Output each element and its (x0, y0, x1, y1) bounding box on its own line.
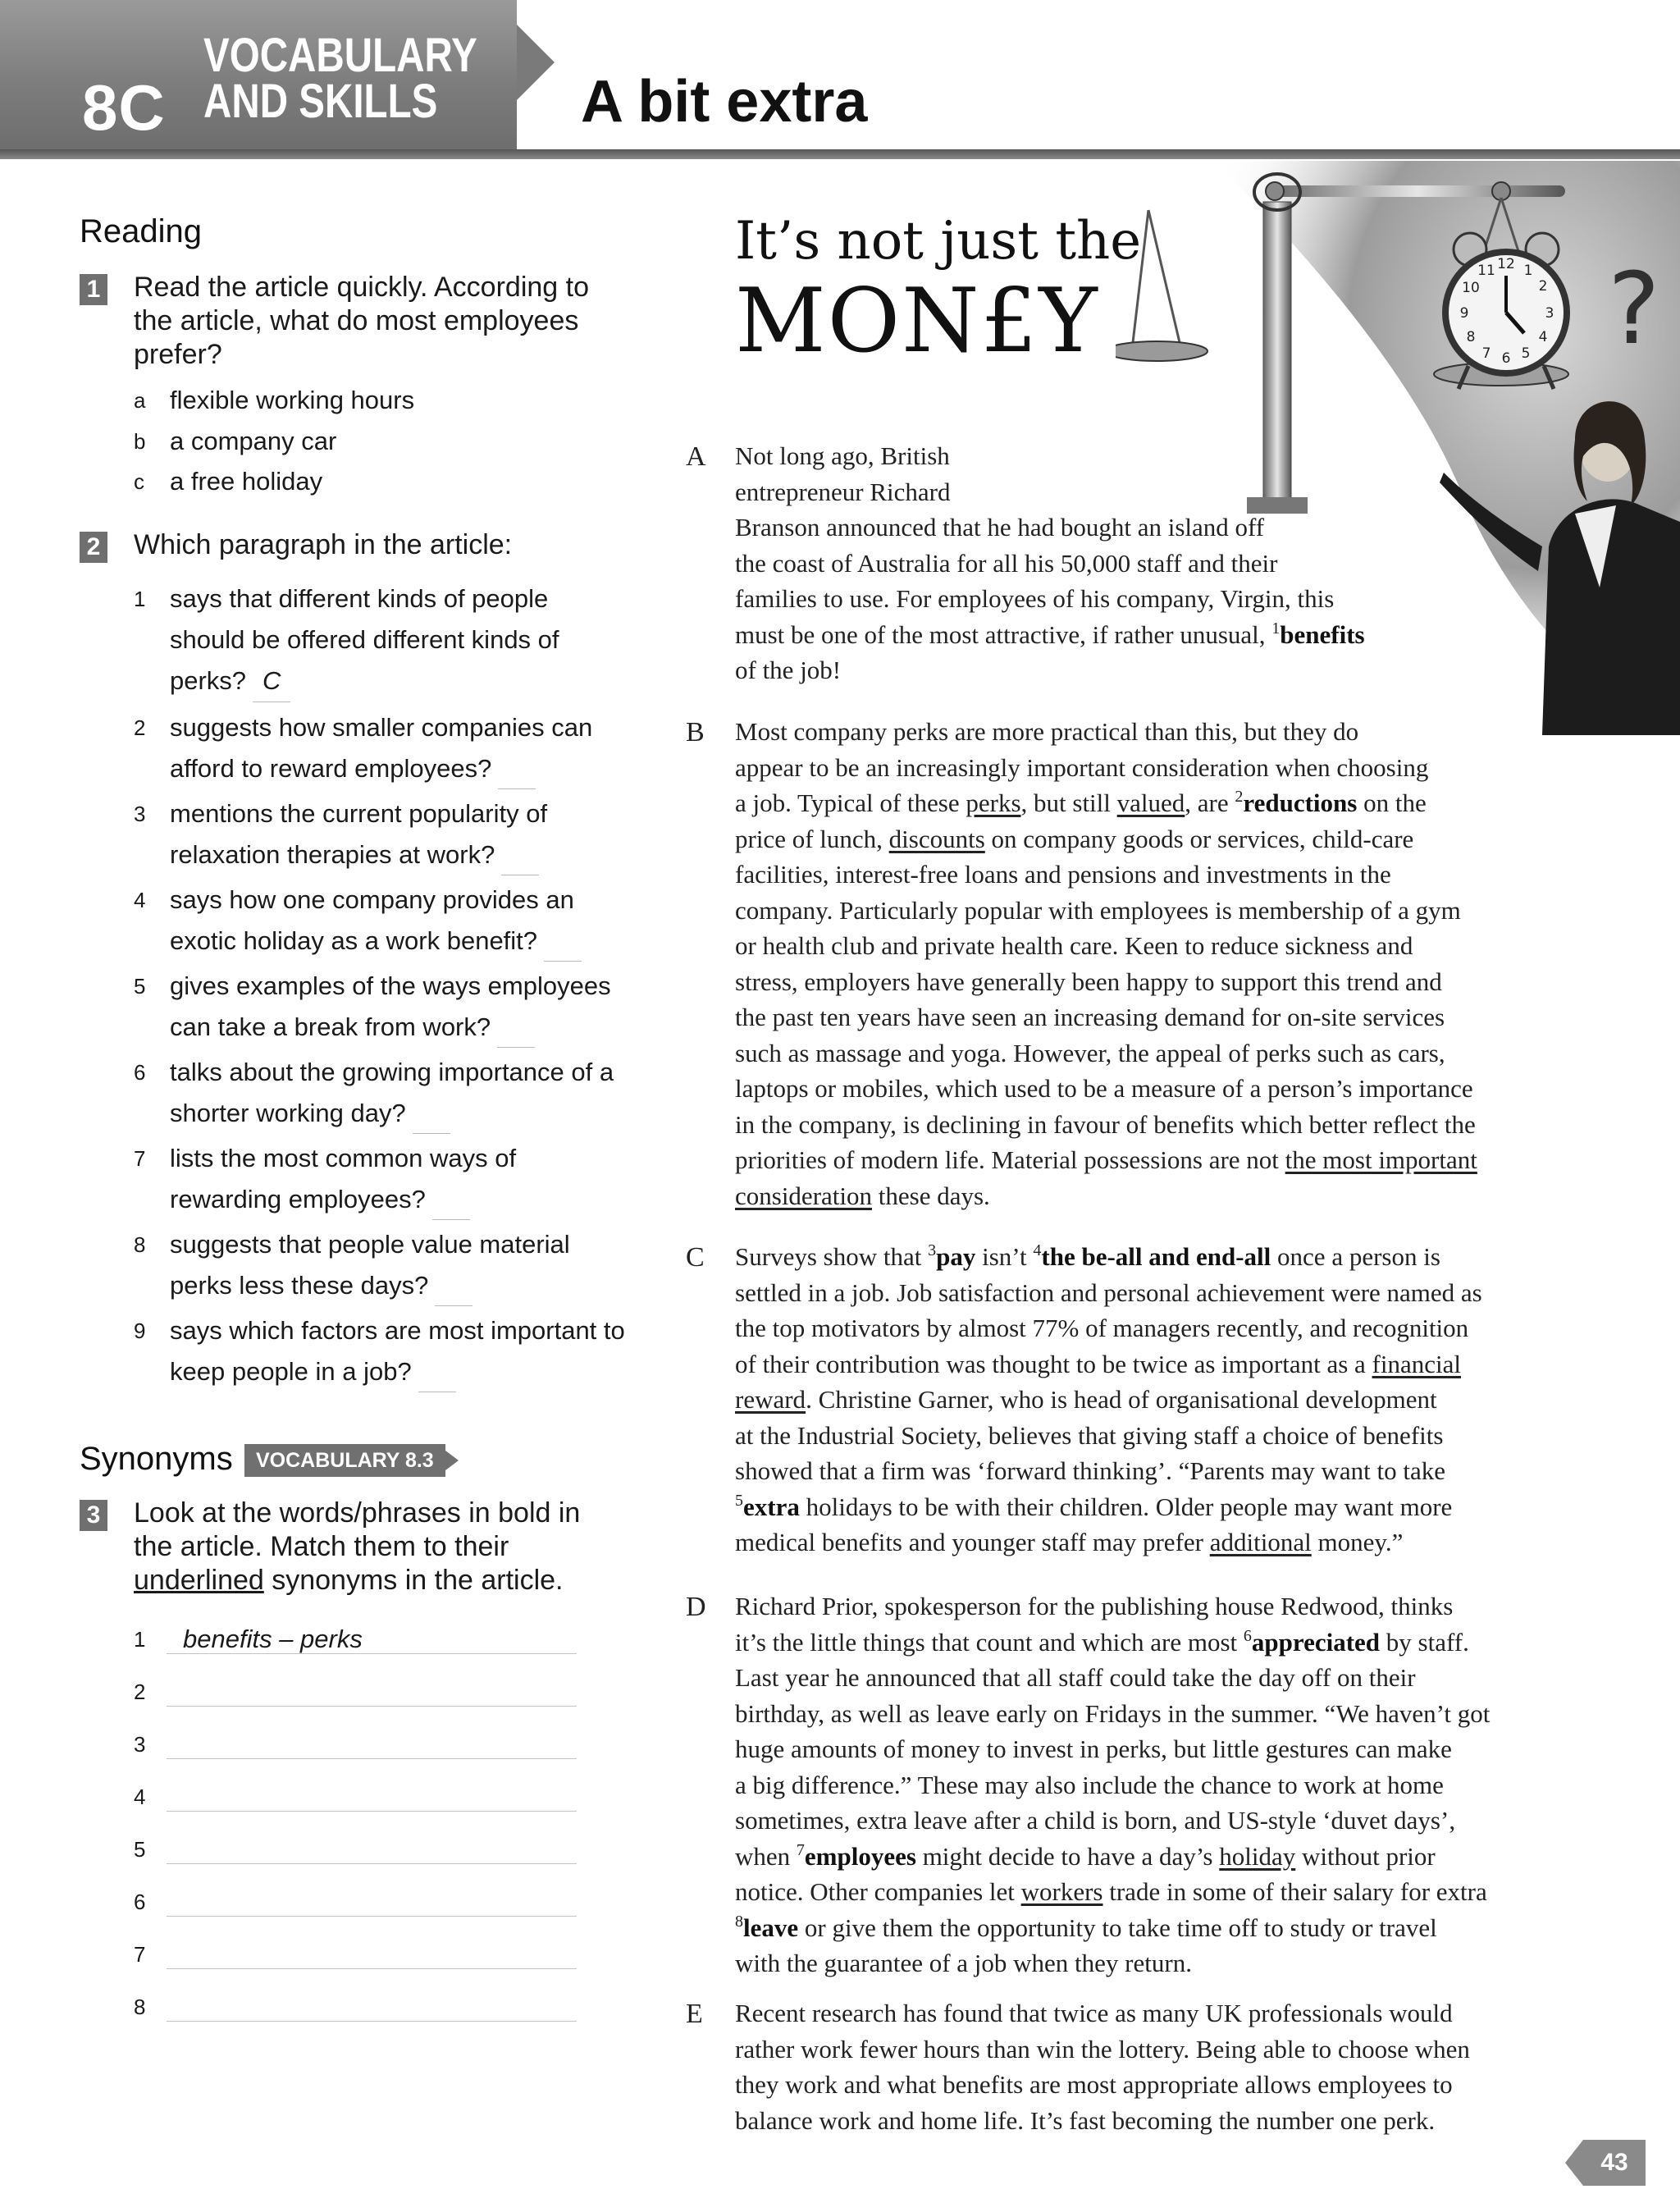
option-text: a free holiday (170, 467, 323, 496)
question-text: says that different kinds of people should be offered different kinds of perks? (170, 584, 559, 695)
question-6 (134, 1052, 626, 1134)
instruction-underlined: underlined (134, 1565, 264, 1596)
clock-numeral: 7 (1481, 345, 1491, 362)
paragraph-d: Richard Prior, spokesperson for the publishing house Redwood, thinks it’s the little things that count and which are most $^6$appreciated by staff. Last year he announced that all staff could take the day off on their birthday, as well as leave early on Fridays in the summer. “We haven’t got huge amounts of money to invest in perks, but little gestures can make a big difference.” These may also include the chance to work at home sometimes, extra leave after a child is born, and US-style ‘duvet days’, when $^7$employees might decide to have a day’s holiday without prior notice. Other companies let workers trade in some of their salary for extra $^8$leave or give them the opportunity to take time off to study or travel with the guarantee of a job when they return. (735, 1592, 1491, 1977)
reading-heading: Reading (80, 213, 203, 249)
paragraph-e: Recent research has found that twice as many UK professionals would rather work fewer hours than win the lottery. Being able to choose when they work and what benefits are most appropriate allows employees to balance work and home life. It’s fast becoming the number one perk. (735, 1999, 1470, 2135)
row-number: 3 (134, 1732, 146, 1757)
exercise-2-number: 2 (80, 532, 107, 563)
question-text: says how one company provides an exotic holiday as a work benefit? (170, 885, 574, 955)
row-number: 4 (134, 1785, 146, 1809)
exercise-3-instruction (134, 1497, 593, 1597)
clock-numeral: 12 (1497, 256, 1515, 272)
question-8 (134, 1224, 626, 1306)
paragraph-letter: B (686, 717, 705, 747)
answer-line (167, 1916, 577, 1917)
header-rule (0, 149, 1680, 159)
exercise-3-number: 3 (80, 1500, 107, 1531)
exercise-2-instruction: Which paragraph in the article: (134, 529, 513, 560)
clock-numeral: 9 (1459, 305, 1469, 322)
clock-numeral: 6 (1501, 350, 1511, 367)
question-number: 1 (134, 587, 146, 611)
clock-numeral: 2 (1538, 278, 1548, 295)
instruction-text: Look at the words/phrases in bold in the article. Match them to their (134, 1497, 581, 1562)
answer-field[interactable]: C (253, 660, 290, 702)
question-number: 3 (134, 802, 146, 826)
synonym-row-8[interactable] (134, 1990, 577, 2023)
article-title-line1: It’s not just the (735, 211, 1142, 272)
paragraph-letter: D (686, 1592, 706, 1622)
answer-field[interactable] (418, 1368, 456, 1392)
row-number: 1 (134, 1627, 146, 1652)
header-arrow (517, 25, 555, 100)
question-number: 6 (134, 1060, 146, 1085)
option-letter: b (134, 429, 146, 454)
paragraph-letter: E (686, 1999, 703, 2029)
page-number: 43 (1583, 2140, 1646, 2186)
row-number: 2 (134, 1680, 146, 1704)
row-number: 8 (134, 1995, 146, 2019)
question-4 (134, 880, 626, 962)
vocabulary-badge: VOCABULARY 8.3 (244, 1444, 445, 1477)
question-mark: ? (1608, 253, 1660, 367)
synonym-row-1[interactable] (134, 1623, 577, 1656)
clock-numeral: 10 (1462, 280, 1480, 296)
clock-numeral: 3 (1545, 305, 1554, 322)
question-text: mentions the current popularity of relaxation therapies at work? (170, 799, 548, 869)
clock-numeral: 11 (1477, 263, 1495, 279)
option-text: a company car (170, 427, 337, 455)
question-number: 9 (134, 1319, 146, 1343)
row-number: 7 (134, 1942, 146, 1967)
answer-field[interactable] (497, 1023, 535, 1048)
synonym-row-4[interactable] (134, 1780, 577, 1813)
paragraph-letter: A (686, 441, 706, 472)
question-number: 2 (134, 715, 146, 740)
answer-line (167, 1863, 577, 1864)
option-letter: a (134, 388, 146, 413)
exercise-1-instruction: Read the article quickly. According to the article, what do most employees prefer? (134, 272, 589, 370)
answer-field[interactable] (413, 1109, 450, 1134)
answer-field[interactable] (498, 765, 536, 789)
clock-numeral: 5 (1521, 345, 1531, 362)
question-9 (134, 1310, 626, 1392)
question-text: talks about the growing importance of a shorter working day? (170, 1058, 614, 1127)
row-number: 5 (134, 1837, 146, 1862)
answer-line (167, 1811, 577, 1812)
answer-field[interactable] (501, 851, 539, 875)
answer-line (167, 1758, 577, 1759)
question-text: says which factors are most important to keep people in a job? (170, 1316, 625, 1386)
question-7 (134, 1138, 626, 1220)
clock-numeral: 8 (1466, 329, 1476, 345)
answer-line (167, 1706, 577, 1707)
option-text: flexible working hours (170, 386, 415, 414)
synonym-row-2[interactable] (134, 1675, 577, 1708)
unit-code: 8C (82, 71, 166, 144)
page-title: A bit extra (581, 69, 868, 135)
question-text: lists the most common ways of rewarding employees? (170, 1144, 517, 1213)
question-number: 7 (134, 1146, 146, 1171)
question-3 (134, 793, 626, 875)
answer-field[interactable] (432, 1195, 470, 1220)
synonym-answer[interactable]: benefits – perks (183, 1625, 363, 1653)
unit-category: VOCABULARY AND SKILLS (203, 29, 477, 128)
article-title-line2: MON£Y (735, 270, 1099, 372)
synonym-row-5[interactable] (134, 1833, 577, 1866)
clock-numeral: 1 (1523, 263, 1533, 279)
answer-line (167, 1968, 577, 1969)
answer-line (167, 2021, 577, 2022)
question-2 (134, 707, 626, 789)
question-text: gives examples of the ways employees can take a break from work? (170, 971, 611, 1041)
question-number: 5 (134, 974, 146, 999)
question-5 (134, 966, 626, 1048)
synonym-row-3[interactable] (134, 1728, 577, 1761)
answer-field[interactable] (435, 1282, 472, 1306)
answer-field[interactable] (544, 937, 582, 962)
clock-numeral: 4 (1538, 329, 1548, 345)
row-number: 6 (134, 1890, 146, 1914)
question-number: 4 (134, 888, 146, 912)
synonym-row-6[interactable] (134, 1885, 577, 1918)
synonym-row-7[interactable] (134, 1938, 577, 1971)
paragraph-a: Not long ago, British entrepreneur Richard Branson announced that he had bought an island off the coast of Australia for all his 50,000 staff and their families to use. For employees of his company, Virgin, this must be one of the most attractive, if rather unusual, $^1$benefits of the job! (735, 441, 1365, 684)
question-1 (134, 578, 626, 702)
question-number: 8 (134, 1232, 146, 1257)
exercise-1-number: 1 (80, 274, 107, 305)
paragraph-letter: C (686, 1242, 705, 1273)
option-letter: c (134, 469, 144, 494)
paragraph-b: Most company perks are more practical than this, but they do appear to be an increasingly important consideration when choosing a job. Typical of these perks, but still valued, are $^2$reductions on the price of lunch, discounts on company goods or services, child-care facilities, interest-free loans and pensions and investments in the company. Particularly popular with employees is membership of a gym or health club and private health care. Keen to reduce sickness and stress, employers have generally been happy to support this trend and the past ten years have seen an increasing demand for on-site services such as massage and yoga. However, the appeal of perks such as cars, laptops or mobiles, which used to be a measure of a person’s importance in the company, is declining in favour of benefits which better reflect the priorities of modern life. Material possessions are not the most important consideration these days. (735, 717, 1477, 1210)
synonyms-heading: Synonyms (80, 1441, 233, 1477)
paragraph-c: Surveys show that $^3$pay isn’t $^4$the be-all and end-all once a person is settled in a job. Job satisfaction and personal achievement were named as the top motivators by almost 77% of managers recently, and recognition of their contribution was thought to be twice as important as a financial reward. Christine Garner, who is head of organisational development at the Industrial Society, believes that giving staff a choice of benefits showed that a firm was ‘forward thinking’. “Parents may want to take $^5$extra holidays to be with their children. Older people may want more medical benefits and younger staff may prefer additional money.” (735, 1241, 1482, 1556)
question-text: suggests that people value material perks less these days? (170, 1230, 570, 1300)
instruction-text: synonyms in the article. (263, 1565, 564, 1596)
question-text: suggests how smaller companies can afford to reward employees? (170, 713, 593, 783)
